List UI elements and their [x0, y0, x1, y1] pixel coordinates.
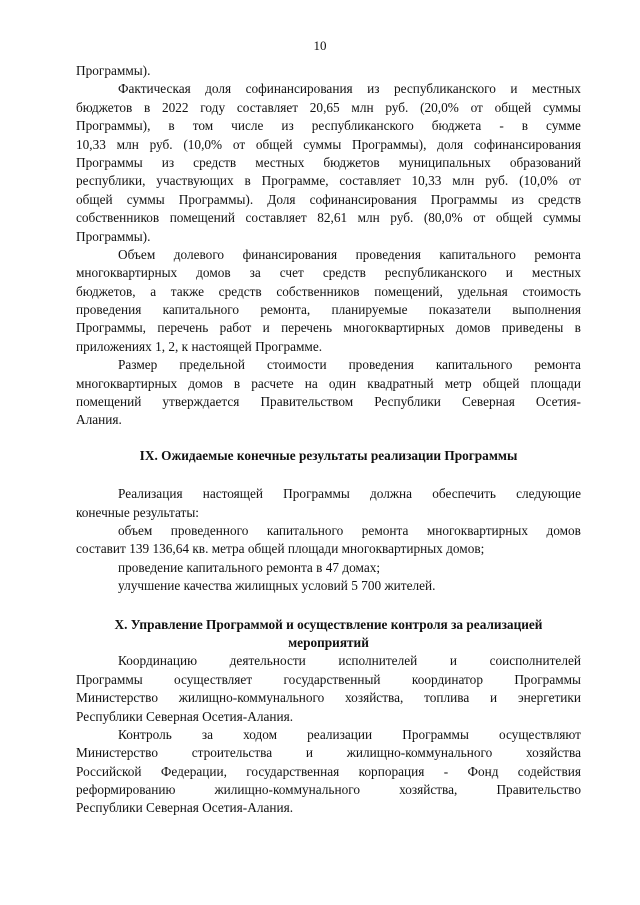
word: местных: [531, 81, 581, 97]
word: Министерство: [76, 690, 158, 706]
word: местных: [255, 154, 305, 170]
word: суммы: [303, 136, 342, 152]
word: Фактическая: [118, 81, 191, 97]
word: квадратный: [367, 375, 434, 391]
text-line: [76, 652, 581, 670]
word: содействия: [517, 763, 581, 779]
word: от: [473, 210, 486, 226]
word: капитального: [439, 246, 516, 262]
word: республиканского: [384, 265, 487, 281]
word: капитального: [266, 522, 344, 538]
word: Северная: [462, 394, 515, 410]
word: софинансирования: [473, 136, 581, 152]
word: выполнения: [512, 302, 581, 318]
word: и: [505, 265, 513, 281]
word: один: [328, 375, 357, 391]
word: ремонта: [534, 246, 581, 262]
word: доля: [205, 81, 232, 97]
word: проведенного: [170, 522, 249, 538]
word: перечень: [157, 320, 209, 336]
word: руб.: [385, 99, 409, 115]
word: суммы: [126, 191, 165, 207]
word: хозяйства,: [345, 690, 404, 706]
word: (20,0%: [420, 99, 459, 115]
word: удельная: [457, 283, 508, 299]
word: государственный: [283, 671, 381, 687]
text-line: [76, 136, 581, 154]
word: муниципальных: [398, 154, 491, 170]
word: Программе,: [261, 173, 329, 189]
word: суммы: [542, 99, 581, 115]
word: Координацию: [118, 653, 198, 669]
word: многоквартирных: [76, 265, 178, 281]
word: республики,: [76, 173, 146, 189]
word: и: [262, 320, 270, 336]
word: и: [449, 653, 457, 669]
word: хозяйства: [525, 745, 581, 761]
word: Размер: [118, 357, 158, 373]
text-line: конечные результаты:: [76, 504, 199, 520]
word: средств: [537, 191, 581, 207]
word: из: [511, 191, 524, 207]
word: многоквартирных: [343, 320, 445, 336]
text-line: Алания.: [76, 412, 122, 428]
word: площади: [530, 375, 581, 391]
word: в: [244, 173, 251, 189]
word: 20,65: [309, 99, 340, 115]
word: средств: [322, 265, 366, 281]
word: исполнителей: [338, 653, 418, 669]
word: проведения: [348, 357, 414, 373]
text-line: [76, 264, 581, 282]
word: домов: [546, 522, 581, 538]
word: на: [304, 375, 318, 391]
text-line: [76, 744, 581, 762]
word: 10,33: [76, 136, 106, 152]
text-line: [76, 375, 581, 393]
word: млн: [116, 136, 139, 152]
word: составляет: [245, 210, 307, 226]
word: том: [192, 118, 214, 134]
word: капитального: [435, 357, 513, 373]
word: (10,0%: [183, 136, 223, 152]
text-line: Республики Северная Осетия-Алания.: [76, 800, 294, 816]
word: из: [281, 118, 294, 134]
word: Программы).: [178, 191, 254, 207]
word: домов: [188, 375, 223, 391]
word: следующие: [516, 486, 581, 502]
word: образований: [509, 154, 581, 170]
word: Программы: [430, 191, 498, 207]
word: Программы: [514, 671, 581, 687]
word: корпорация: [358, 763, 425, 779]
word: руб.: [485, 173, 509, 189]
word: хозяйства,: [399, 782, 458, 798]
text-line: [76, 485, 581, 503]
word: Федерации,: [160, 763, 227, 779]
word: числе: [231, 118, 264, 134]
word: реформированию: [76, 782, 176, 798]
word: Реализация: [118, 486, 183, 502]
word: 82,61: [317, 210, 348, 226]
word: Российской: [76, 763, 142, 779]
text-line: [76, 99, 581, 117]
word: -: [443, 763, 449, 779]
word: доля: [437, 136, 464, 152]
word: млн: [351, 99, 374, 115]
text-line: [76, 117, 581, 135]
word: в: [574, 320, 581, 336]
word: республиканского: [311, 118, 414, 134]
word: Фонд: [467, 763, 499, 779]
word: ремонта: [534, 357, 581, 373]
word: бюджетов,: [76, 283, 136, 299]
text-line: [76, 319, 581, 337]
word: суммы: [543, 210, 581, 226]
word: координатор: [411, 671, 483, 687]
word: Программы,: [76, 320, 146, 336]
word: за: [201, 726, 213, 742]
word: многоквартирных: [426, 522, 528, 538]
word: домов: [455, 320, 491, 336]
text-line: [76, 522, 581, 540]
word: из: [161, 154, 175, 170]
text-line: [76, 191, 581, 209]
word: деятельности: [229, 653, 306, 669]
word: в: [168, 118, 175, 134]
word: приведены: [501, 320, 564, 336]
text-line: [76, 283, 581, 301]
word: осуществляют: [498, 726, 581, 742]
section-heading: X. Управление Программой и осуществление контроля за реализацией: [114, 616, 543, 632]
word: -: [499, 118, 504, 134]
text-line: [76, 246, 581, 264]
word: энергетики: [517, 690, 581, 706]
text-line: [76, 209, 581, 227]
text-line: [76, 781, 581, 799]
word: (10,0%: [519, 173, 558, 189]
word: собственников: [276, 283, 360, 299]
word: общей: [494, 99, 532, 115]
word: собственников: [76, 210, 160, 226]
word: млн: [357, 210, 380, 226]
text-line: [76, 689, 581, 707]
word: республиканского: [393, 81, 496, 97]
word: (80,0%: [423, 210, 463, 226]
word: и: [305, 745, 313, 761]
word: Доля: [267, 191, 296, 207]
word: перечень: [281, 320, 333, 336]
word: Правительство: [496, 782, 581, 798]
document-body: [76, 62, 581, 818]
word: за: [249, 265, 261, 281]
word: Объем: [118, 246, 156, 262]
word: общей: [495, 210, 533, 226]
word: софинансирования: [309, 191, 417, 207]
text-line: [76, 356, 581, 374]
word: Программы: [76, 154, 143, 170]
text-line: составит 139 136,64 кв. метра общей площади многоквартирных домов;: [76, 541, 485, 557]
word: многоквартирных: [76, 375, 178, 391]
word: предельной: [179, 357, 246, 373]
word: показатели: [428, 302, 491, 318]
word: Правительством: [260, 394, 354, 410]
word: жилищно-коммунального: [214, 782, 360, 798]
word: стоимость: [522, 283, 581, 299]
word: проведения: [76, 302, 142, 318]
text-line: [76, 671, 581, 689]
word: долевого: [173, 246, 225, 262]
word: общей: [76, 191, 113, 207]
word: составляет: [236, 99, 299, 115]
word: строительства: [191, 745, 273, 761]
word: расчете: [251, 375, 294, 391]
word: топлива: [424, 690, 470, 706]
word: помещений: [76, 394, 142, 410]
word: млн: [452, 173, 475, 189]
word: бюджетов: [76, 99, 133, 115]
text-line: [76, 301, 581, 319]
text-line: [76, 393, 581, 411]
text-line: [76, 154, 581, 172]
section-heading: IX. Ожидаемые конечные результаты реализации Программы: [139, 447, 518, 463]
word: и: [490, 690, 498, 706]
word: помещений: [169, 210, 236, 226]
word: Программы: [76, 671, 143, 687]
word: местных: [531, 265, 581, 281]
text-line: улучшение качества жилищных условий 5 700 жителей.: [118, 578, 436, 594]
text-line: [76, 726, 581, 744]
word: финансирования: [242, 246, 338, 262]
page-number: 10: [313, 38, 327, 53]
section-heading: мероприятий: [288, 634, 369, 650]
word: в: [143, 99, 151, 115]
word: из: [367, 81, 380, 97]
word: государственная: [246, 763, 340, 779]
word: средств: [193, 154, 237, 170]
word: 2022: [161, 99, 189, 115]
word: в: [233, 375, 241, 391]
text-line: проведение капитального ремонта в 47 домах;: [118, 559, 381, 575]
text-line: Республики Северная Осетия-Алания.: [76, 708, 294, 724]
word: капитального: [162, 302, 240, 318]
word: и: [510, 81, 518, 97]
word: проведения: [355, 246, 421, 262]
word: настоящей: [202, 486, 264, 502]
word: Программы: [283, 486, 350, 502]
word: осуществляет: [174, 671, 253, 687]
word: общей: [255, 136, 293, 152]
word: помещений,: [374, 283, 443, 299]
word: от: [232, 136, 246, 152]
word: жилищно-коммунального: [178, 690, 325, 706]
word: составляет: [339, 173, 401, 189]
spacer: [76, 430, 581, 447]
word: руб.: [149, 136, 173, 152]
word: реализации: [307, 726, 373, 742]
text-line: [76, 80, 581, 98]
spacer: [76, 465, 581, 485]
word: средств: [218, 283, 262, 299]
word: 10,33: [411, 173, 442, 189]
word: утверждается: [162, 394, 240, 410]
text-line: [76, 763, 581, 781]
word: объем: [118, 522, 153, 538]
word: Осетия-: [535, 394, 581, 410]
spacer: [76, 596, 581, 616]
word: метр: [444, 375, 472, 391]
word: бюджета: [431, 118, 482, 134]
word: домов: [196, 265, 231, 281]
word: участвующих: [156, 173, 234, 189]
word: соисполнителей: [489, 653, 581, 669]
word: году: [200, 99, 226, 115]
text-line: Программы).: [76, 63, 151, 78]
word: Программы),: [352, 136, 427, 152]
word: планируемые: [331, 302, 408, 318]
word: общей: [482, 375, 520, 391]
word: ремонта: [361, 522, 409, 538]
text-line: приложениях 1, 2, к настоящей Программе.: [76, 338, 323, 354]
word: ремонта,: [260, 302, 311, 318]
word: стоимости: [267, 357, 327, 373]
word: Контроль: [118, 726, 172, 742]
word: сумме: [546, 118, 581, 134]
word: также: [170, 283, 205, 299]
word: жилищно-коммунального: [346, 745, 493, 761]
text-line: [76, 172, 581, 190]
word: руб.: [390, 210, 414, 226]
word: Программы: [402, 726, 469, 742]
word: Министерство: [76, 745, 158, 761]
word: счет: [279, 265, 304, 281]
word: ходом: [243, 726, 278, 742]
word: бюджетов: [323, 154, 380, 170]
word: а: [150, 283, 157, 299]
word: софинансирования: [245, 81, 353, 97]
word: должна: [369, 486, 413, 502]
word: в: [521, 118, 529, 134]
text-line: Программы).: [76, 228, 151, 244]
word: от: [470, 99, 483, 115]
word: работ: [219, 320, 252, 336]
word: Программы),: [76, 118, 151, 134]
word: обеспечить: [432, 486, 496, 502]
word: от: [568, 173, 581, 189]
word: Республики: [374, 394, 441, 410]
